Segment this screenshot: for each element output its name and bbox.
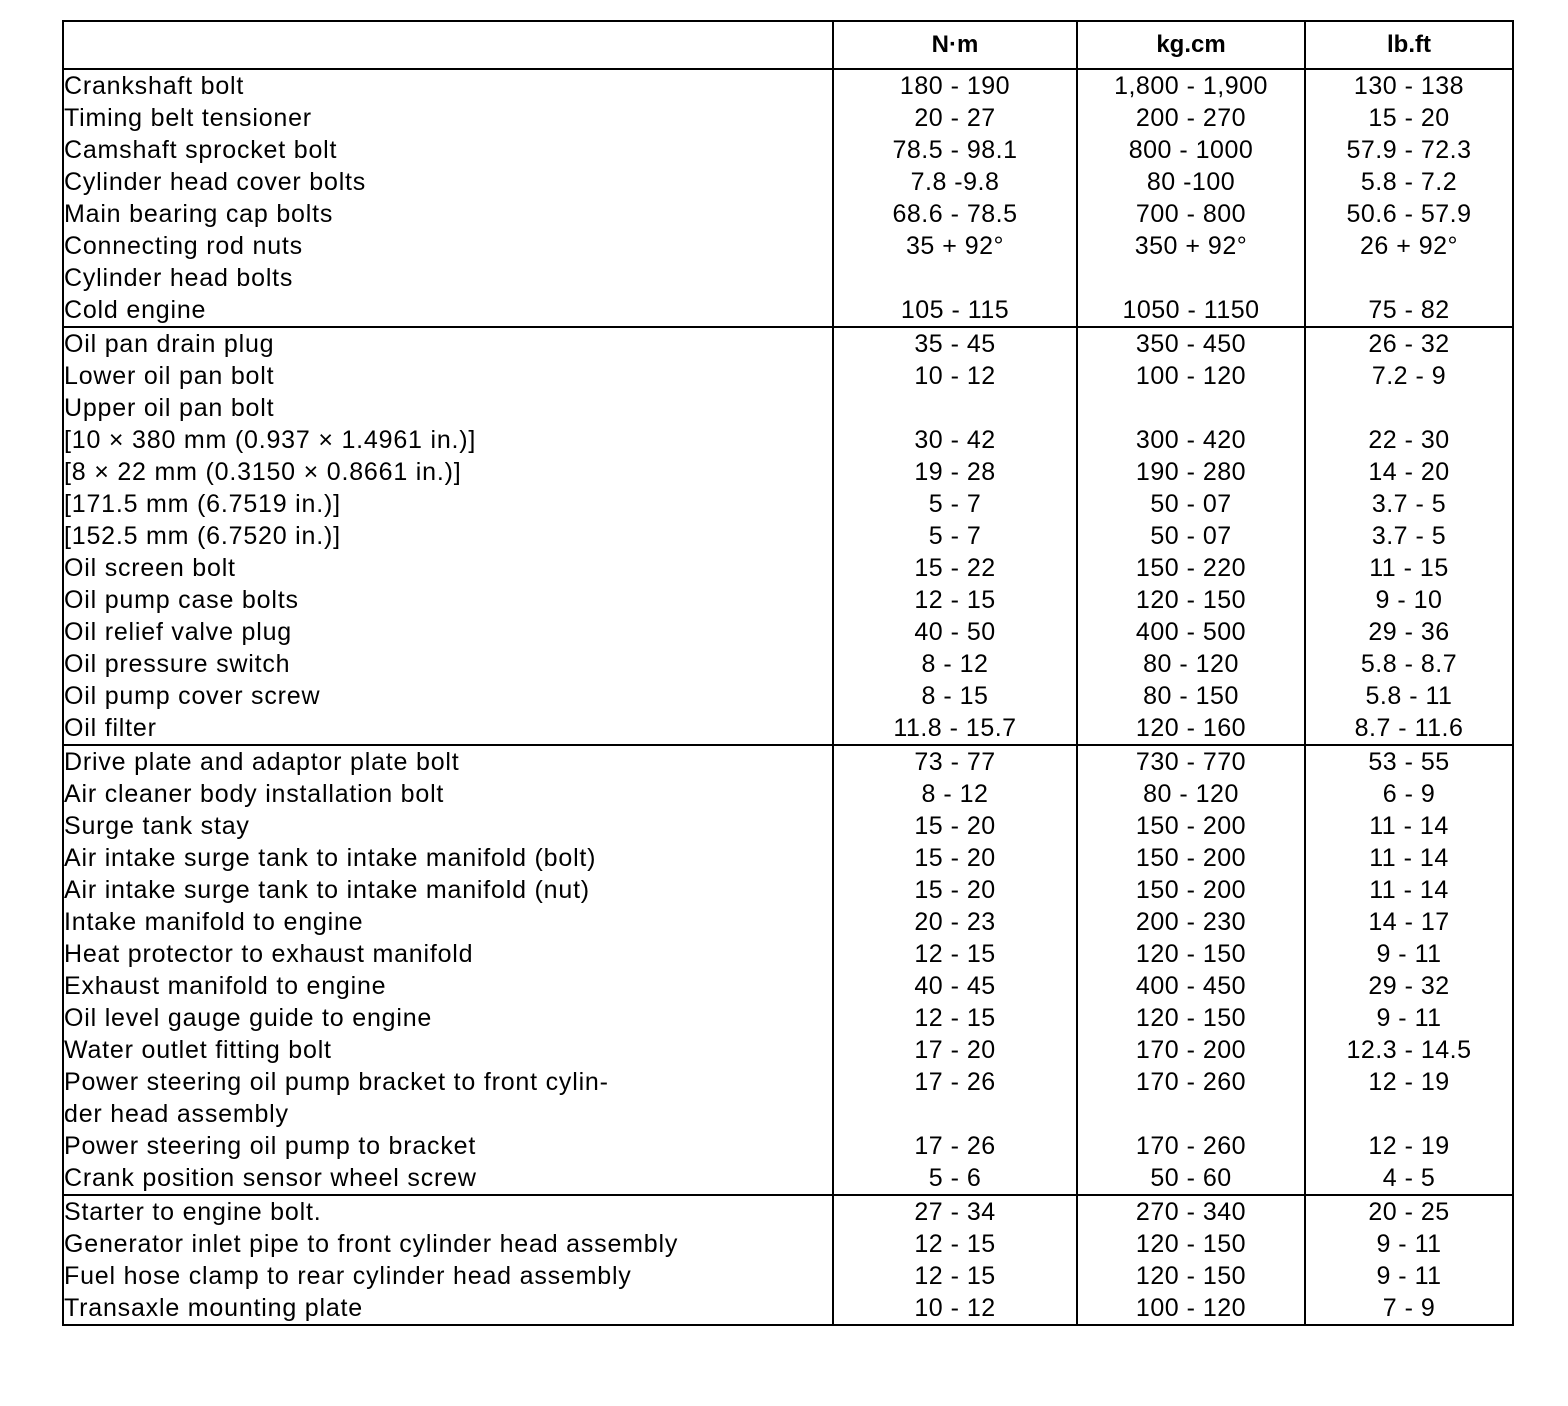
table-row: [63, 230, 1513, 262]
table-row: [63, 1130, 1513, 1162]
header-item: [63, 21, 833, 69]
table-row: [63, 294, 1513, 327]
spec-value-nm: 10 - 12: [833, 360, 1077, 392]
spec-item-name: [10 × 380 mm (0.937 × 1.4961 in.)]: [63, 424, 833, 456]
spec-item-name: Power steering oil pump bracket to front cylin-: [63, 1066, 833, 1098]
table-row: [63, 745, 1513, 778]
spec-value-kgcm: 170 - 200: [1077, 1034, 1305, 1066]
table-row: [63, 198, 1513, 230]
table-row: [63, 424, 1513, 456]
spec-item-name: Crankshaft bolt: [63, 69, 833, 102]
spec-value-kgcm: 100 - 120: [1077, 1292, 1305, 1325]
table-row: [63, 874, 1513, 906]
table-section: [63, 69, 1513, 327]
spec-value-nm: 35 + 92°: [833, 230, 1077, 262]
spec-item-name: Connecting rod nuts: [63, 230, 833, 262]
spec-item-name: Drive plate and adaptor plate bolt: [63, 745, 833, 778]
spec-value-nm: 35 - 45: [833, 327, 1077, 360]
spec-value-kgcm: 400 - 450: [1077, 970, 1305, 1002]
spec-item-name: Air intake surge tank to intake manifold (nut): [63, 874, 833, 906]
spec-value-lbft: 9 - 11: [1305, 1002, 1513, 1034]
spec-value-nm: 17 - 26: [833, 1130, 1077, 1162]
spec-value-lbft: 15 - 20: [1305, 102, 1513, 134]
table-row: [63, 456, 1513, 488]
spec-item-name: Fuel hose clamp to rear cylinder head assembly: [63, 1260, 833, 1292]
table-row: [63, 360, 1513, 392]
spec-value-kgcm: 150 - 200: [1077, 874, 1305, 906]
spec-value-lbft: 6 - 9: [1305, 778, 1513, 810]
spec-value-lbft: 29 - 36: [1305, 616, 1513, 648]
table-row: [63, 1195, 1513, 1228]
table-row: [63, 778, 1513, 810]
torque-spec-table: [62, 20, 1514, 1326]
spec-item-name: Air cleaner body installation bolt: [63, 778, 833, 810]
spec-value-kgcm: 300 - 420: [1077, 424, 1305, 456]
spec-item-name: Timing belt tensioner: [63, 102, 833, 134]
spec-item-name: Oil screen bolt: [63, 552, 833, 584]
table-row: [63, 938, 1513, 970]
spec-value-nm: 78.5 - 98.1: [833, 134, 1077, 166]
spec-value-lbft: 20 - 25: [1305, 1195, 1513, 1228]
spec-item-name: Upper oil pan bolt: [63, 392, 833, 424]
spec-value-lbft: 9 - 11: [1305, 938, 1513, 970]
spec-value-lbft: 12.3 - 14.5: [1305, 1034, 1513, 1066]
spec-value-lbft: [1305, 392, 1513, 424]
spec-value-kgcm: [1077, 392, 1305, 424]
table-row: [63, 69, 1513, 102]
spec-value-lbft: [1305, 1098, 1513, 1130]
spec-value-nm: 180 - 190: [833, 69, 1077, 102]
spec-value-nm: 19 - 28: [833, 456, 1077, 488]
spec-value-lbft: 11 - 14: [1305, 842, 1513, 874]
spec-value-nm: 12 - 15: [833, 1228, 1077, 1260]
table-row: [63, 1098, 1513, 1130]
spec-value-nm: 20 - 23: [833, 906, 1077, 938]
spec-value-nm: 11.8 - 15.7: [833, 712, 1077, 745]
spec-item-name: der head assembly: [63, 1098, 833, 1130]
spec-value-kgcm: 80 - 150: [1077, 680, 1305, 712]
spec-value-kgcm: 200 - 230: [1077, 906, 1305, 938]
table-row: [63, 1260, 1513, 1292]
spec-value-nm: 15 - 20: [833, 810, 1077, 842]
spec-value-lbft: 57.9 - 72.3: [1305, 134, 1513, 166]
table-section: [63, 1195, 1513, 1325]
spec-value-kgcm: 150 - 220: [1077, 552, 1305, 584]
table-row: [63, 1292, 1513, 1325]
table-row: [63, 102, 1513, 134]
spec-value-lbft: 3.7 - 5: [1305, 488, 1513, 520]
spec-value-nm: 17 - 26: [833, 1066, 1077, 1098]
spec-value-kgcm: 120 - 150: [1077, 1228, 1305, 1260]
spec-value-kgcm: 700 - 800: [1077, 198, 1305, 230]
spec-value-kgcm: 80 -100: [1077, 166, 1305, 198]
spec-item-name: [152.5 mm (6.7520 in.)]: [63, 520, 833, 552]
spec-item-name: Cold engine: [63, 294, 833, 327]
spec-item-name: Generator inlet pipe to front cylinder head assembly: [63, 1228, 833, 1260]
table-row: [63, 810, 1513, 842]
spec-value-kgcm: 200 - 270: [1077, 102, 1305, 134]
spec-value-kgcm: 1050 - 1150: [1077, 294, 1305, 327]
spec-value-lbft: 29 - 32: [1305, 970, 1513, 1002]
spec-value-kgcm: 800 - 1000: [1077, 134, 1305, 166]
spec-item-name: Oil pressure switch: [63, 648, 833, 680]
spec-item-name: Starter to engine bolt.: [63, 1195, 833, 1228]
spec-value-nm: 12 - 15: [833, 1002, 1077, 1034]
table-row: [63, 327, 1513, 360]
spec-item-name: Intake manifold to engine: [63, 906, 833, 938]
spec-item-name: Cylinder head bolts: [63, 262, 833, 294]
spec-value-nm: 105 - 115: [833, 294, 1077, 327]
spec-value-lbft: 9 - 11: [1305, 1260, 1513, 1292]
spec-item-name: Crank position sensor wheel screw: [63, 1162, 833, 1195]
spec-value-kgcm: 50 - 60: [1077, 1162, 1305, 1195]
spec-value-lbft: 5.8 - 7.2: [1305, 166, 1513, 198]
spec-value-lbft: 5.8 - 8.7: [1305, 648, 1513, 680]
spec-value-nm: 12 - 15: [833, 938, 1077, 970]
spec-value-kgcm: 50 - 07: [1077, 520, 1305, 552]
table-section: [63, 327, 1513, 745]
table-row: [63, 520, 1513, 552]
spec-value-lbft: 7 - 9: [1305, 1292, 1513, 1325]
table-row: [63, 488, 1513, 520]
spec-value-kgcm: 120 - 150: [1077, 938, 1305, 970]
spec-value-kgcm: 1,800 - 1,900: [1077, 69, 1305, 102]
spec-item-name: Oil relief valve plug: [63, 616, 833, 648]
spec-item-name: Oil filter: [63, 712, 833, 745]
spec-item-name: Oil level gauge guide to engine: [63, 1002, 833, 1034]
spec-value-kgcm: 50 - 07: [1077, 488, 1305, 520]
spec-item-name: Oil pump case bolts: [63, 584, 833, 616]
spec-value-nm: 40 - 45: [833, 970, 1077, 1002]
table-row: [63, 842, 1513, 874]
spec-value-lbft: 3.7 - 5: [1305, 520, 1513, 552]
spec-value-lbft: 5.8 - 11: [1305, 680, 1513, 712]
spec-value-nm: [833, 262, 1077, 294]
spec-value-nm: 5 - 6: [833, 1162, 1077, 1195]
spec-item-name: Main bearing cap bolts: [63, 198, 833, 230]
spec-item-name: Oil pan drain plug: [63, 327, 833, 360]
spec-value-nm: 27 - 34: [833, 1195, 1077, 1228]
spec-value-kgcm: 730 - 770: [1077, 745, 1305, 778]
table-row: [63, 392, 1513, 424]
spec-item-name: [8 × 22 mm (0.3150 × 0.8661 in.)]: [63, 456, 833, 488]
spec-value-kgcm: 80 - 120: [1077, 778, 1305, 810]
spec-value-nm: 15 - 22: [833, 552, 1077, 584]
spec-value-lbft: 11 - 14: [1305, 874, 1513, 906]
spec-value-nm: 5 - 7: [833, 520, 1077, 552]
spec-item-name: Power steering oil pump to bracket: [63, 1130, 833, 1162]
header-lbft: lb.ft: [1305, 21, 1513, 69]
table-row: [63, 1228, 1513, 1260]
spec-value-lbft: 9 - 10: [1305, 584, 1513, 616]
table-row: [63, 616, 1513, 648]
table-row: [63, 648, 1513, 680]
table-row: [63, 680, 1513, 712]
spec-value-kgcm: 350 + 92°: [1077, 230, 1305, 262]
spec-value-kgcm: 120 - 150: [1077, 584, 1305, 616]
table-row: [63, 712, 1513, 745]
spec-value-kgcm: 150 - 200: [1077, 810, 1305, 842]
spec-value-nm: 7.8 -9.8: [833, 166, 1077, 198]
spec-value-lbft: 8.7 - 11.6: [1305, 712, 1513, 745]
spec-value-nm: 12 - 15: [833, 584, 1077, 616]
spec-value-kgcm: 80 - 120: [1077, 648, 1305, 680]
spec-value-lbft: 11 - 14: [1305, 810, 1513, 842]
spec-item-name: Water outlet fitting bolt: [63, 1034, 833, 1066]
spec-value-nm: 5 - 7: [833, 488, 1077, 520]
spec-value-lbft: 75 - 82: [1305, 294, 1513, 327]
spec-value-kgcm: 120 - 160: [1077, 712, 1305, 745]
spec-value-nm: 15 - 20: [833, 874, 1077, 906]
table-row: [63, 970, 1513, 1002]
table-section: [63, 745, 1513, 1195]
spec-value-nm: 15 - 20: [833, 842, 1077, 874]
spec-value-lbft: 11 - 15: [1305, 552, 1513, 584]
spec-value-nm: 8 - 12: [833, 648, 1077, 680]
table-row: [63, 1002, 1513, 1034]
spec-value-kgcm: 120 - 150: [1077, 1002, 1305, 1034]
spec-value-nm: 8 - 12: [833, 778, 1077, 810]
spec-value-nm: 40 - 50: [833, 616, 1077, 648]
table-row: [63, 166, 1513, 198]
spec-value-kgcm: 170 - 260: [1077, 1066, 1305, 1098]
spec-item-name: Oil pump cover screw: [63, 680, 833, 712]
spec-item-name: Transaxle mounting plate: [63, 1292, 833, 1325]
table-row: [63, 1162, 1513, 1195]
spec-item-name: [171.5 mm (6.7519 in.)]: [63, 488, 833, 520]
spec-value-nm: 30 - 42: [833, 424, 1077, 456]
spec-item-name: Air intake surge tank to intake manifold (bolt): [63, 842, 833, 874]
table-row: [63, 584, 1513, 616]
spec-value-kgcm: 400 - 500: [1077, 616, 1305, 648]
table-row: [63, 1034, 1513, 1066]
spec-value-lbft: 7.2 - 9: [1305, 360, 1513, 392]
spec-item-name: Exhaust manifold to engine: [63, 970, 833, 1002]
spec-value-nm: 17 - 20: [833, 1034, 1077, 1066]
table-row: [63, 906, 1513, 938]
spec-value-kgcm: [1077, 262, 1305, 294]
spec-value-lbft: 26 + 92°: [1305, 230, 1513, 262]
header-kgcm: kg.cm: [1077, 21, 1305, 69]
spec-value-lbft: 4 - 5: [1305, 1162, 1513, 1195]
spec-value-nm: 10 - 12: [833, 1292, 1077, 1325]
spec-value-nm: [833, 392, 1077, 424]
spec-value-kgcm: [1077, 1098, 1305, 1130]
table-row: [63, 1066, 1513, 1098]
spec-value-lbft: 14 - 17: [1305, 906, 1513, 938]
spec-value-kgcm: 170 - 260: [1077, 1130, 1305, 1162]
table-row: [63, 262, 1513, 294]
spec-value-lbft: [1305, 262, 1513, 294]
spec-value-kgcm: 120 - 150: [1077, 1260, 1305, 1292]
spec-value-nm: 12 - 15: [833, 1260, 1077, 1292]
spec-item-name: Surge tank stay: [63, 810, 833, 842]
spec-value-lbft: 26 - 32: [1305, 327, 1513, 360]
spec-value-lbft: 14 - 20: [1305, 456, 1513, 488]
spec-item-name: Heat protector to exhaust manifold: [63, 938, 833, 970]
spec-value-lbft: 12 - 19: [1305, 1066, 1513, 1098]
spec-item-name: Camshaft sprocket bolt: [63, 134, 833, 166]
spec-value-lbft: 12 - 19: [1305, 1130, 1513, 1162]
spec-value-lbft: 130 - 138: [1305, 69, 1513, 102]
spec-value-lbft: 53 - 55: [1305, 745, 1513, 778]
spec-value-nm: 8 - 15: [833, 680, 1077, 712]
spec-value-lbft: 9 - 11: [1305, 1228, 1513, 1260]
table-row: [63, 552, 1513, 584]
header-nm: N·m: [833, 21, 1077, 69]
spec-value-nm: 20 - 27: [833, 102, 1077, 134]
header-row: [63, 21, 1513, 69]
spec-value-nm: 68.6 - 78.5: [833, 198, 1077, 230]
spec-value-kgcm: 190 - 280: [1077, 456, 1305, 488]
spec-value-lbft: 50.6 - 57.9: [1305, 198, 1513, 230]
spec-value-lbft: 22 - 30: [1305, 424, 1513, 456]
spec-value-kgcm: 100 - 120: [1077, 360, 1305, 392]
table-row: [63, 134, 1513, 166]
spec-item-name: Cylinder head cover bolts: [63, 166, 833, 198]
spec-value-kgcm: 150 - 200: [1077, 842, 1305, 874]
spec-value-nm: 73 - 77: [833, 745, 1077, 778]
spec-value-kgcm: 270 - 340: [1077, 1195, 1305, 1228]
spec-value-nm: [833, 1098, 1077, 1130]
spec-item-name: Lower oil pan bolt: [63, 360, 833, 392]
spec-value-kgcm: 350 - 450: [1077, 327, 1305, 360]
